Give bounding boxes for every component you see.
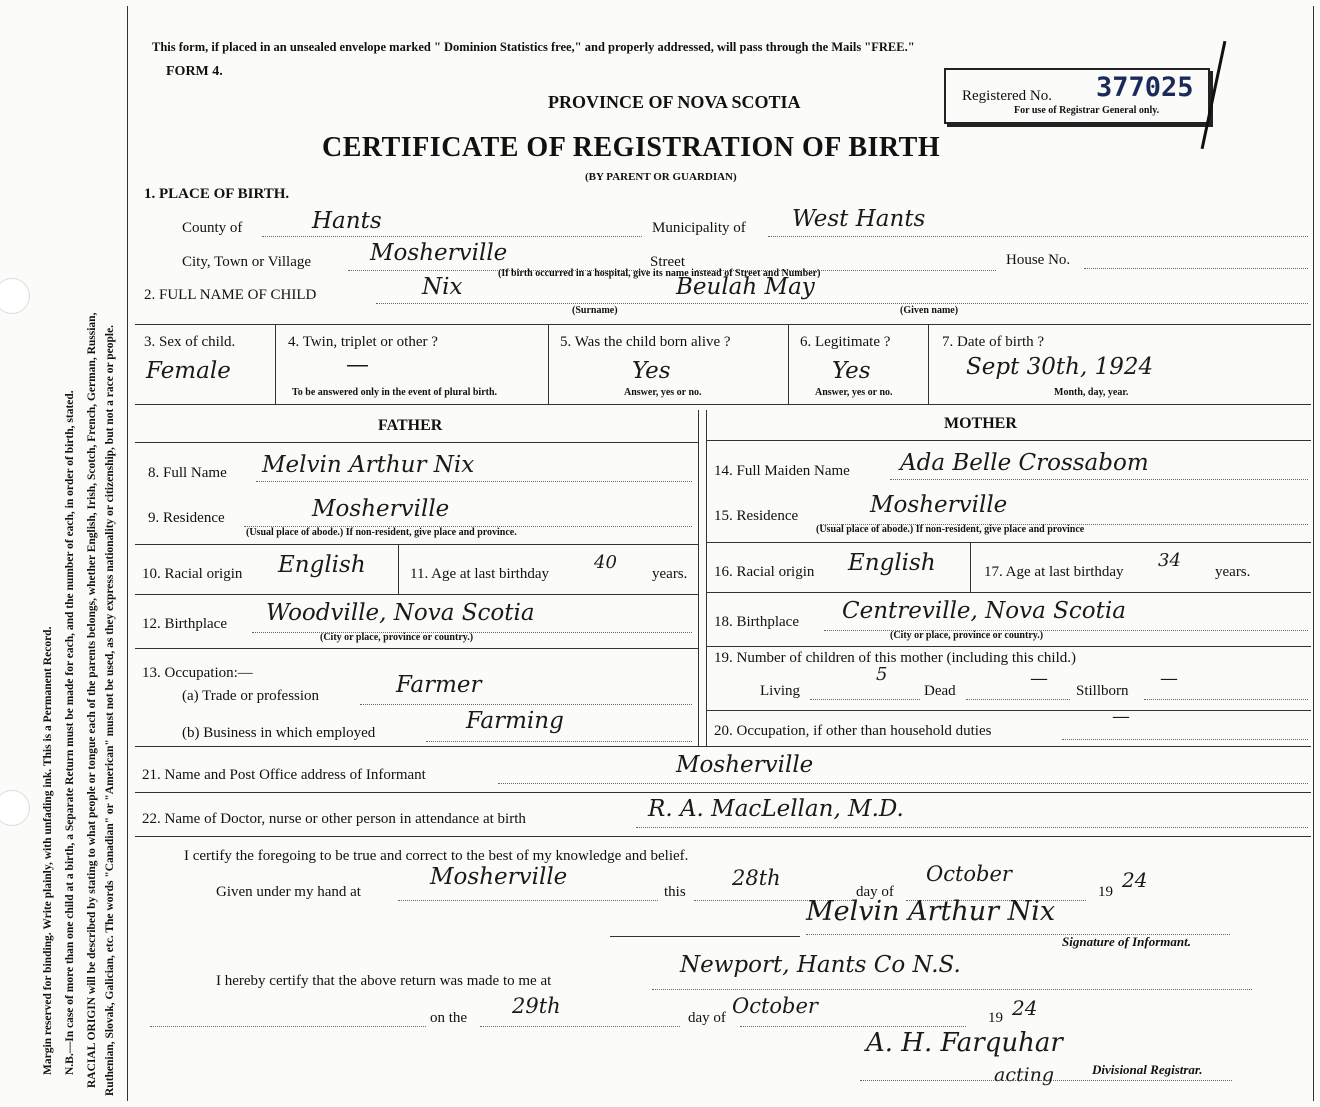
legitimate-value: Yes	[832, 358, 871, 384]
father-age-label: 11. Age at last birthday	[410, 566, 549, 582]
born-alive-note: Answer, yes or no.	[624, 387, 702, 398]
father-trade-label: (a) Trade or profession	[182, 688, 320, 704]
father-residence-label: 9. Residence	[148, 510, 225, 526]
born-alive-label: 5. Was the child born alive ?	[560, 334, 731, 350]
mother-maiden-name: Ada Belle Crossabom	[900, 450, 1149, 476]
stillborn-value: —	[1160, 668, 1178, 689]
dead-value: —	[1030, 668, 1048, 689]
born-alive-value: Yes	[632, 358, 671, 384]
twin-note: To be answered only in the event of plural birth.	[292, 387, 498, 398]
twin-value: —	[346, 352, 369, 378]
father-age: 40	[594, 552, 617, 573]
mother-residence: Mosherville	[870, 492, 1008, 518]
mother-birthplace: Centreville, Nova Scotia	[842, 598, 1126, 624]
dob-label: 7. Date of birth ?	[942, 334, 1045, 350]
father-trade: Farmer	[396, 672, 482, 698]
registrar-day: 29th	[512, 994, 561, 1018]
mother-name-label: 14. Full Maiden Name	[714, 463, 850, 479]
legitimate-label: 6. Legitimate ?	[800, 334, 891, 350]
child-given-name: Beulah May	[676, 274, 815, 300]
registrar-year: 24	[1012, 996, 1038, 1020]
binding-hole-bottom	[0, 790, 30, 826]
given-under-hand-label: Given under my hand at	[216, 884, 361, 900]
father-name-label: 8. Full Name	[148, 465, 227, 481]
mother-occupation-label: 20. Occupation, if other than household duties	[714, 723, 992, 739]
registrar-place: Newport, Hants Co N.S.	[680, 952, 961, 978]
mother-heading: MOTHER	[944, 415, 1017, 432]
mother-age: 34	[1158, 550, 1181, 571]
child-surname: Nix	[422, 274, 463, 300]
doctor-label: 22. Name of Doctor, nurse or other person in attendance at birth	[142, 811, 526, 827]
this-label: this	[664, 884, 686, 900]
living-label: Living	[760, 683, 800, 699]
father-residence: Mosherville	[312, 496, 450, 522]
dead-label: Dead	[924, 683, 956, 699]
father-residence-note: (Usual place of abode.) If non-resident, give place and province.	[246, 527, 517, 538]
informant-signature-caption: Signature of Informant.	[1062, 934, 1191, 949]
mail-note: This form, if placed in an unsealed envelope marked " Dominion Statistics free," and properly addressed, will pass through the Mails "FREE."	[152, 40, 915, 54]
mother-occupation: —	[1112, 706, 1130, 727]
child-name-label: 2. FULL NAME OF CHILD	[144, 287, 317, 303]
registrar-signature: A. H. Farquhar	[866, 1028, 1063, 1058]
registrar-statement: I hereby certify that the above return was made to me at	[216, 973, 552, 989]
margin-note-1: Margin reserved for binding. Write plainly, with unfading ink. This is a Permanent Record.	[42, 626, 54, 1075]
living-value: 5	[876, 664, 888, 685]
father-birthplace: Woodville, Nova Scotia	[266, 600, 535, 626]
city-label: City, Town or Village	[182, 254, 312, 270]
sex-value: Female	[146, 358, 231, 384]
province-title: PROVINCE OF NOVA SCOTIA	[548, 92, 801, 112]
registered-box	[944, 68, 1210, 124]
mother-residence-note: (Usual place of abode.) If non-resident, give place and province	[816, 524, 1085, 535]
registrar-caption: Divisional Registrar.	[1092, 1062, 1203, 1077]
binding-hole-top	[0, 278, 30, 314]
margin-note-2: N.B.—In case of more than one child at a birth, a Separate Return must be made for each, and the number of each, in order of birth, stated.	[64, 390, 76, 1075]
surname-caption: (Surname)	[572, 305, 618, 316]
certificate-subtitle: (BY PARENT OR GUARDIAN)	[585, 171, 737, 183]
registrar-day-of-label: day of	[688, 1010, 726, 1026]
dob-value: Sept 30th, 1924	[966, 354, 1154, 380]
registrar-acting: acting	[994, 1064, 1055, 1086]
day-of-label: day of	[856, 884, 894, 900]
mother-children-label: 19. Number of children of this mother (including this child.)	[714, 650, 1077, 666]
legitimate-note: Answer, yes or no.	[815, 387, 893, 398]
father-birthplace-label: 12. Birthplace	[142, 616, 227, 632]
father-business-label: (b) Business in which employed	[182, 725, 376, 741]
father-race-label: 10. Racial origin	[142, 566, 243, 582]
registered-number: 377025	[1096, 72, 1194, 103]
form-number: FORM 4.	[166, 64, 223, 79]
dob-note: Month, day, year.	[1054, 387, 1129, 398]
year-value: 24	[1122, 868, 1148, 892]
father-occupation-label: 13. Occupation:—	[142, 665, 253, 681]
margin-note-3: RACIAL ORIGIN will be described by stating to what people or tongue each of the parents belongs, whether English, Irish, Scotch, French, German, Russian,	[86, 312, 98, 1088]
month-value: October	[926, 862, 1012, 886]
municipality-label: Municipality of	[652, 220, 746, 236]
year-prefix: 19	[1098, 884, 1113, 900]
father-age-years: years.	[652, 566, 688, 582]
given-name-caption: (Given name)	[900, 305, 959, 316]
certify-statement: I certify the foregoing to be true and correct to the best of my knowledge and belief.	[184, 848, 689, 864]
stillborn-label: Stillborn	[1076, 683, 1129, 699]
on-the-label: on the	[430, 1010, 468, 1026]
municipality-value: West Hants	[792, 206, 926, 232]
mother-age-label: 17. Age at last birthday	[984, 564, 1124, 580]
given-place: Mosherville	[430, 864, 568, 890]
city-value: Mosherville	[370, 240, 508, 266]
margin-rule	[127, 6, 128, 1101]
mother-birthplace-note: (City or place, province or country.)	[890, 630, 1044, 641]
certificate-title: CERTIFICATE OF REGISTRATION OF BIRTH	[322, 132, 941, 163]
mother-residence-label: 15. Residence	[714, 508, 799, 524]
page-edge-rule	[1313, 6, 1314, 1101]
sex-label: 3. Sex of child.	[144, 334, 236, 350]
mother-race-label: 16. Racial origin	[714, 564, 815, 580]
street-label: Street	[650, 254, 685, 270]
informant-label: 21. Name and Post Office address of Informant	[142, 767, 426, 783]
margin-note-4: Ruthenian, Slovak, Galician, etc. The words "Canadian" or "American" must not be used, as they express nationality or citizenship, but not a race or people.	[104, 324, 116, 1096]
registered-label: Registered No.	[962, 88, 1052, 104]
day-value: 28th	[732, 866, 781, 890]
mother-birthplace-label: 18. Birthplace	[714, 614, 799, 630]
father-business: Farming	[466, 708, 564, 734]
parents-divider	[698, 410, 699, 746]
father-heading: FATHER	[378, 417, 443, 434]
hospital-note: (If birth occurred in a hospital, give its name instead of Street and Number)	[498, 268, 821, 279]
registrar-note: For use of Registrar General only.	[1014, 105, 1160, 116]
father-race: English	[278, 552, 366, 578]
place-of-birth-heading: 1. PLACE OF BIRTH.	[144, 186, 290, 202]
county-value: Hants	[312, 208, 382, 234]
doctor-name: R. A. MacLellan, M.D.	[648, 796, 904, 822]
informant-address: Mosherville	[676, 752, 814, 778]
house-number-label: House No.	[1006, 252, 1071, 268]
county-label: County of	[182, 220, 243, 236]
mother-race: English	[848, 550, 936, 576]
informant-signature: Melvin Arthur Nix	[806, 896, 1056, 927]
father-name: Melvin Arthur Nix	[262, 452, 475, 478]
father-birthplace-note: (City or place, province or country.)	[320, 632, 474, 643]
mother-age-years: years.	[1215, 564, 1251, 580]
registrar-year-prefix: 19	[988, 1010, 1003, 1026]
registrar-month: October	[732, 994, 818, 1018]
twin-label: 4. Twin, triplet or other ?	[288, 334, 438, 350]
